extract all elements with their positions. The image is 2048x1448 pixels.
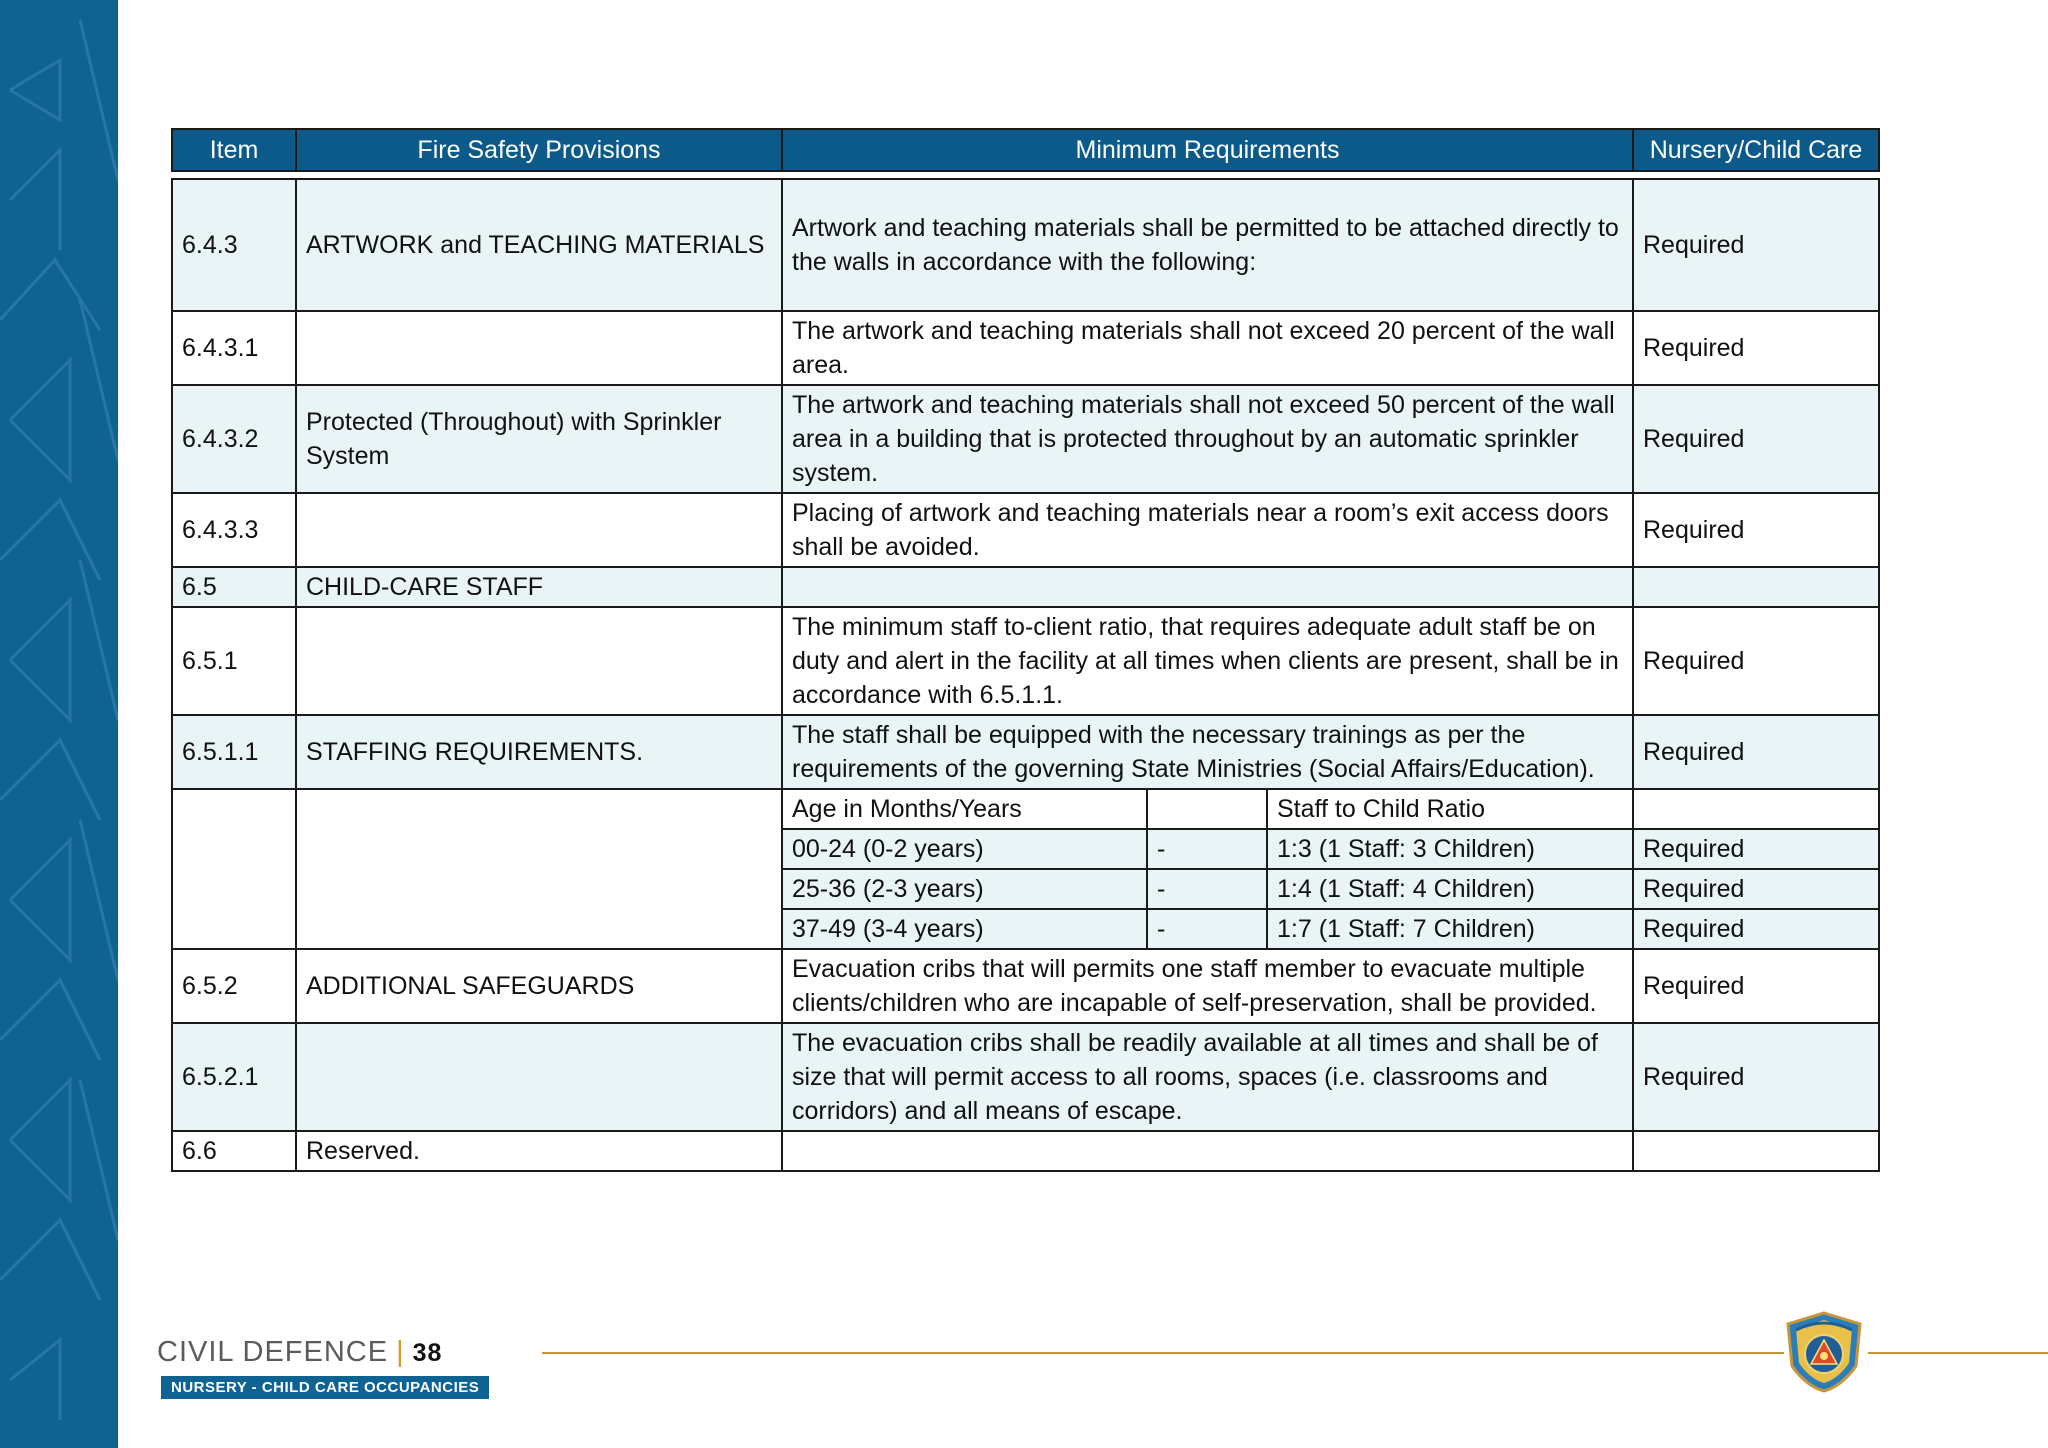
requirement-cell: The minimum staff to-client ratio, that requires adequate adult staff be on duty and alert in the facility at all times when clients are present, shall be in accordance with 6.5.1.1. xyxy=(782,607,1633,715)
table-row xyxy=(172,1131,1879,1171)
header-item: Item xyxy=(172,129,296,171)
item-cell: 6.4.3.3 xyxy=(172,493,296,567)
ratio-age-header: Age in Months/Years xyxy=(783,790,1147,828)
footer-brand xyxy=(157,1336,442,1369)
ratio-inner-cell xyxy=(782,789,1633,829)
ratio-mid-header xyxy=(1147,790,1267,828)
table-row xyxy=(172,567,1879,607)
provision-cell: ADDITIONAL SAFEGUARDS xyxy=(296,949,782,1023)
ratio-mid: - xyxy=(1147,830,1267,868)
ratio-mid: - xyxy=(1147,870,1267,908)
footer-divider xyxy=(542,1352,1784,1354)
requirement-cell: The artwork and teaching materials shall not exceed 50 percent of the wall area in a building that is protected throughout by an automatic sprinkler system. xyxy=(782,385,1633,493)
status-cell xyxy=(1633,1131,1879,1171)
ratio-header-row xyxy=(172,789,1879,829)
ratio-value: 1:4 (1 Staff: 4 Children) xyxy=(1267,870,1632,908)
item-cell xyxy=(172,789,296,949)
footer-separator: | xyxy=(396,1336,405,1368)
status-cell: Required xyxy=(1633,829,1879,869)
provision-cell xyxy=(296,1023,782,1131)
table-row xyxy=(172,311,1879,385)
header-requirements: Minimum Requirements xyxy=(782,129,1633,171)
provision-cell xyxy=(296,311,782,385)
requirement-cell: Evacuation cribs that will permits one staff member to evacuate multiple clients/children who are incapable of self-preservation, shall be provided. xyxy=(782,949,1633,1023)
table-row xyxy=(172,1023,1879,1131)
item-cell: 6.6 xyxy=(172,1131,296,1171)
item-cell: 6.4.3.1 xyxy=(172,311,296,385)
ratio-age: 00-24 (0-2 years) xyxy=(783,830,1147,868)
requirement-cell: The evacuation cribs shall be readily available at all times and shall be of size that will permit access to all rooms, spaces (i.e. classrooms and corridors) and all means of escape. xyxy=(782,1023,1633,1131)
item-cell: 6.5.2.1 xyxy=(172,1023,296,1131)
status-cell: Required xyxy=(1633,715,1879,789)
footer-divider-right xyxy=(1868,1352,2048,1354)
status-cell: Required xyxy=(1633,869,1879,909)
table-row xyxy=(172,385,1879,493)
side-decorative-band xyxy=(0,0,118,1448)
provision-cell: ARTWORK and TEACHING MATERIALS xyxy=(296,179,782,311)
triangle-pattern-icon xyxy=(0,0,118,1448)
requirement-cell: Placing of artwork and teaching materials near a room’s exit access doors shall be avoided. xyxy=(782,493,1633,567)
table-header-row xyxy=(172,129,1879,171)
requirement-cell xyxy=(782,1131,1633,1171)
ratio-ratio-header: Staff to Child Ratio xyxy=(1267,790,1632,828)
provision-cell: CHILD-CARE STAFF xyxy=(296,567,782,607)
header-nursery: Nursery/Child Care xyxy=(1633,129,1879,171)
requirement-cell: The artwork and teaching materials shall not exceed 20 percent of the wall area. xyxy=(782,311,1633,385)
status-cell: Required xyxy=(1633,909,1879,949)
civil-defence-emblem-icon xyxy=(1782,1310,1866,1394)
table-row xyxy=(172,607,1879,715)
status-cell: Required xyxy=(1633,311,1879,385)
provision-cell xyxy=(296,789,782,949)
ratio-age: 37-49 (3-4 years) xyxy=(783,910,1147,948)
item-cell: 6.5.1.1 xyxy=(172,715,296,789)
status-cell: Required xyxy=(1633,607,1879,715)
ratio-value: 1:7 (1 Staff: 7 Children) xyxy=(1267,910,1632,948)
item-cell: 6.5.2 xyxy=(172,949,296,1023)
status-cell: Required xyxy=(1633,949,1879,1023)
page-number: 38 xyxy=(412,1339,443,1367)
provision-cell: STAFFING REQUIREMENTS. xyxy=(296,715,782,789)
fire-safety-table xyxy=(171,128,1880,1172)
header-provisions: Fire Safety Provisions xyxy=(296,129,782,171)
ratio-mid: - xyxy=(1147,910,1267,948)
item-cell: 6.4.3.2 xyxy=(172,385,296,493)
provision-cell xyxy=(296,493,782,567)
item-cell: 6.4.3 xyxy=(172,179,296,311)
provision-cell: Reserved. xyxy=(296,1131,782,1171)
ratio-value: 1:3 (1 Staff: 3 Children) xyxy=(1267,830,1632,868)
requirement-cell xyxy=(782,567,1633,607)
item-cell: 6.5.1 xyxy=(172,607,296,715)
requirement-cell: Artwork and teaching materials shall be permitted to be attached directly to the walls in accordance with the following: xyxy=(782,179,1633,311)
status-cell xyxy=(1633,789,1879,829)
status-cell: Required xyxy=(1633,1023,1879,1131)
table-row xyxy=(172,493,1879,567)
status-cell: Required xyxy=(1633,385,1879,493)
requirement-cell: The staff shall be equipped with the necessary trainings as per the requirements of the governing State Ministries (Social Affairs/Education). xyxy=(782,715,1633,789)
table-row xyxy=(172,949,1879,1023)
provision-cell: Protected (Throughout) with Sprinkler System xyxy=(296,385,782,493)
status-cell: Required xyxy=(1633,493,1879,567)
ratio-age: 25-36 (2-3 years) xyxy=(783,870,1147,908)
item-cell: 6.5 xyxy=(172,567,296,607)
table-row xyxy=(172,715,1879,789)
status-cell xyxy=(1633,567,1879,607)
footer-brand-name: CIVIL DEFENCE xyxy=(157,1336,389,1368)
provision-cell xyxy=(296,607,782,715)
table-row xyxy=(172,179,1879,311)
footer-section-tag: NURSERY - CHILD CARE OCCUPANCIES xyxy=(161,1376,489,1399)
status-cell: Required xyxy=(1633,179,1879,311)
